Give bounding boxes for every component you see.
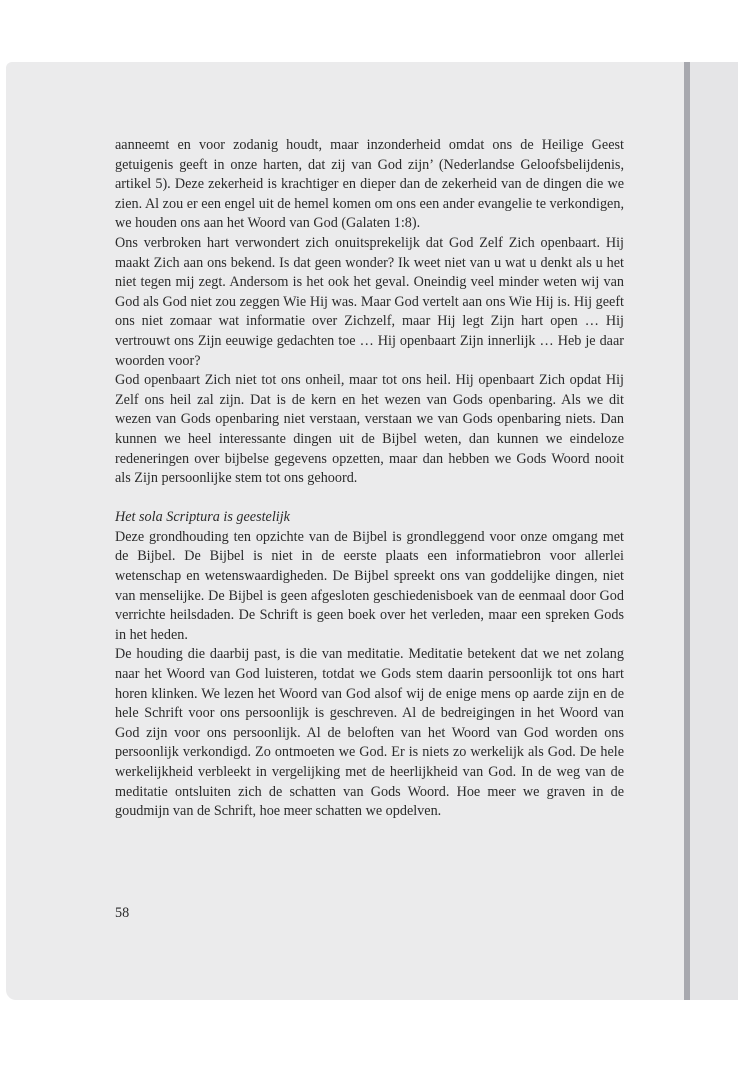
paragraph-basic-attitude: Deze grondhouding ten opzichte van de Bijbel is grondleggend voor onze omgang met de Bijbel. De Bijbel is niet in de eerste plaats een informatiebron voor allerlei wetenschap en wetenswaardigheden. De Bijbel spreekt ons van goddelijke dingen, niet van menselijke. De Bijbel is geen afgesloten geschiedenisboek van de eenmaal door God verrichte heilsdaden. De Schrift is geen boek over het verleden, maar een spreken Gods in het heden. — [115, 528, 624, 643]
paragraph-confession-quote: aanneemt en voor zodanig houdt, maar inzonderheid omdat ons de Heilige Geest getuigenis geeft in onze harten, dat zij van God zijn’ (Nederlandse Geloofsbelijdenis, artikel 5). Deze zekerheid is krachtiger en dieper dan de zekerheid van de dingen die we zien. Al zou er een engel uit de hemel komen om ons een ander evangelie te verkondigen, we houden ons aan het Woord van God (Galaten 1:8). — [115, 137, 624, 232]
paragraph-revelation-for-salvation: God openbaart Zich niet tot ons onheil, maar tot ons heil. Hij openbaart Zich opdat Hij Zelf ons heil zal zijn. Dat is de kern en het wezen van Gods openbaring. Als we dit wezen van Gods openbaring niet verstaan, verstaan we van Gods openbaring niets. Dan kunnen we heel interessante dingen uit de Bijbel weten, dan kunnen we eindeloze redeneringen over bijbelse gegevens opzetten, maar dan hebben we Gods Woord nooit als Zijn persoonlijke stem tot ons gehoord. — [115, 372, 624, 487]
paragraph-meditation: De houding die daarbij past, is die van meditatie. Meditatie betekent dat we net zolang naar het Woord van God luisteren, totdat we Gods stem daarin persoonlijk tot ons hart horen klinken. We lezen het Woord van God alsof wij de enige mens op aarde zijn en de hele Schrift voor ons persoonlijk is geschreven. Al de bedreigingen in het Woord van God zijn voor ons persoonlijk. Al de beloften van het Woord van God worden ons persoonlijk verkondigd. Zo ontmoeten we God. Er is niets zo werkelijk als God. De hele werkelijkheid verbleekt in vergelijking met de heerlijkheid van God. In de weg van de meditatie ontsluiten zich de schatten van Gods Woord. Hoe meer we graven in de goudmijn van de Schrift, hoe meer schatten we opdelven. — [115, 646, 624, 820]
body-text — [115, 136, 624, 822]
section-heading: Het sola Scriptura is geestelijk — [115, 509, 290, 526]
facing-page-edge — [690, 62, 738, 1000]
paragraph-god-reveals-himself: Ons verbroken hart verwondert zich onuitsprekelijk dat God Zelf Zich openbaart. Hij maakt Zich aan ons bekend. Is dat geen wonder? Ik weet niet van u wat u denkt als u het niet tegen mij zegt. Andersom is het ook het geval. Oneindig veel minder weten wij van God als God niet zou zeggen Wie Hij was. Maar God vertelt aan ons Wie Hij is. Hij geeft ons niet zomaar wat informatie over Zichzelf, maar Hij legt Zijn hart open … Hij vertrouwt ons Zijn eeuwige gedachten toe … Hij openbaart Zijn innerlijk … Heb je daar woorden voor? — [115, 234, 624, 369]
page-number: 58 — [115, 905, 130, 921]
